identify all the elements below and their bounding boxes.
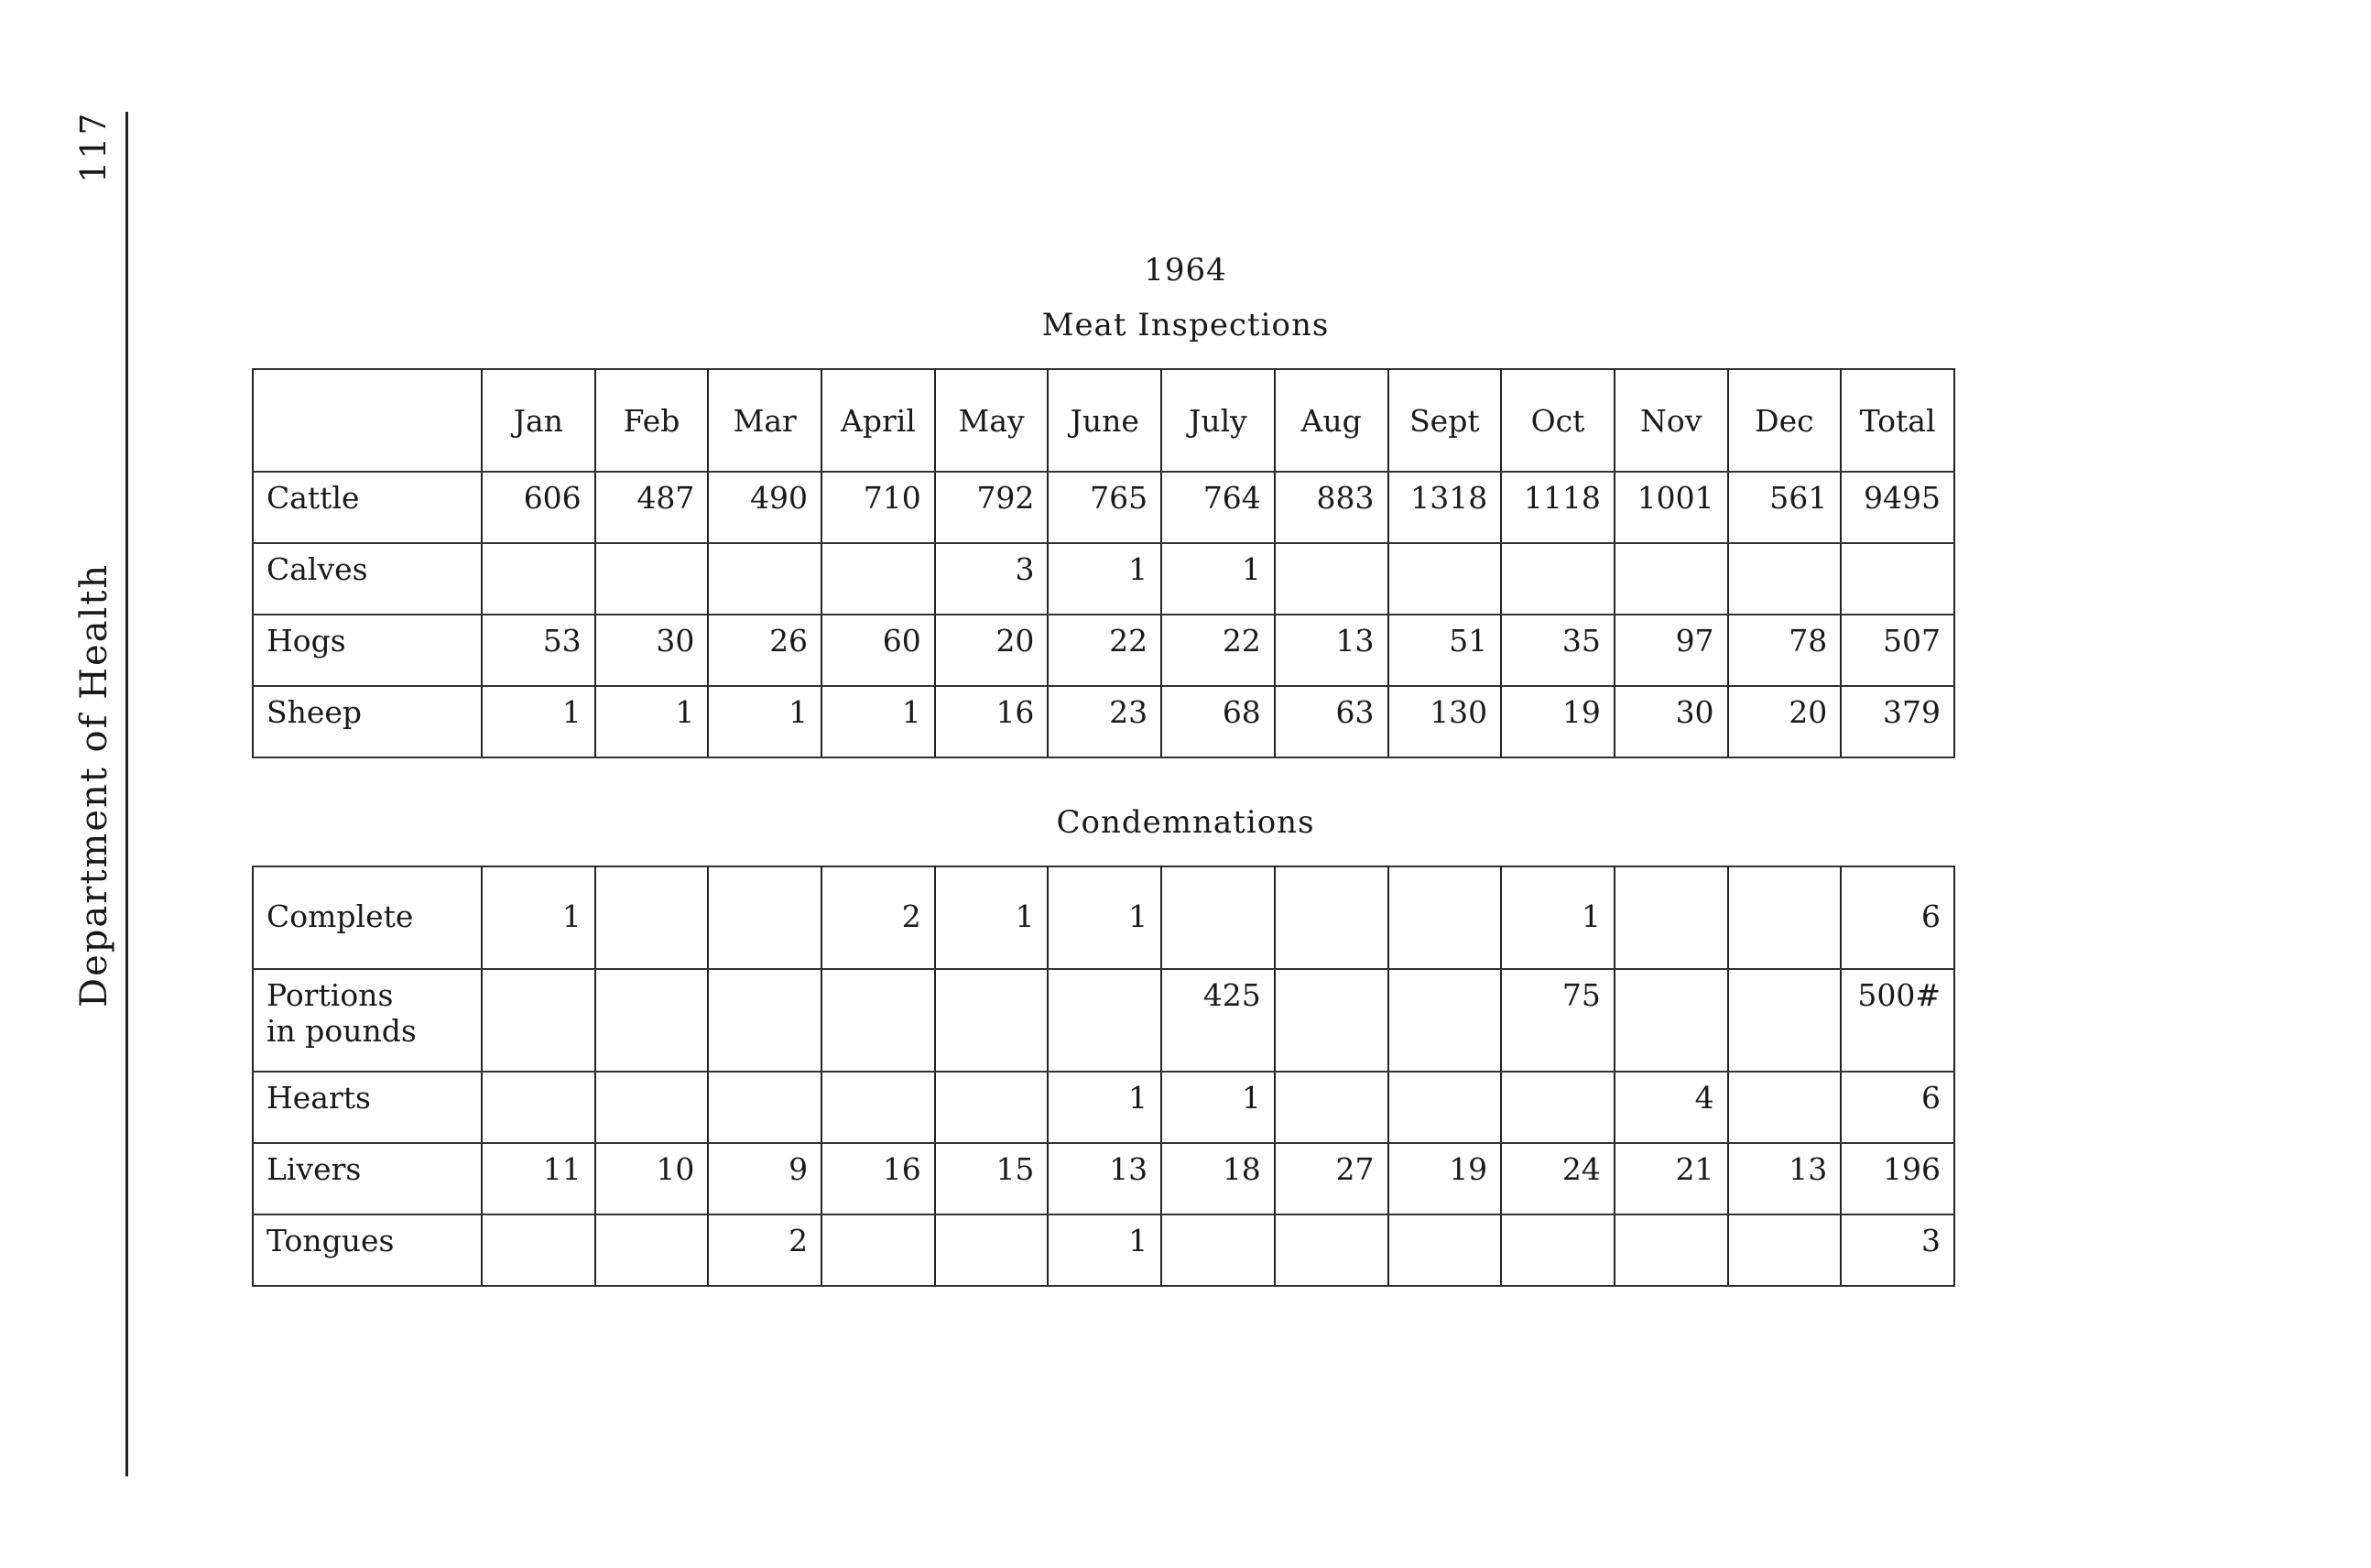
table-cell: 10: [595, 1143, 709, 1214]
row-label: Portions in pounds: [253, 969, 482, 1072]
table-cell: 6: [1841, 866, 1954, 969]
column-header: Total: [1841, 369, 1954, 472]
table-cell: [1275, 1072, 1388, 1143]
table-cell: 487: [595, 472, 709, 543]
row-label: Hearts: [253, 1072, 482, 1143]
table-cell: [1275, 969, 1388, 1072]
table-cell: 3: [1841, 1214, 1954, 1286]
table-cell: 9: [708, 1143, 821, 1214]
table-cell: 765: [1048, 472, 1161, 543]
table-cell: [1615, 1214, 1728, 1286]
table-cell: [595, 543, 709, 615]
table-cell: [1501, 543, 1615, 615]
table-row: [253, 866, 1954, 969]
table-cell: [1728, 866, 1842, 969]
table-cell: 1118: [1501, 472, 1615, 543]
table-cell: 606: [482, 472, 595, 543]
table-cell: 1: [482, 866, 595, 969]
table-cell: 2: [708, 1214, 821, 1286]
department-heading: Department of Health: [73, 562, 115, 1007]
table-row: [253, 1143, 1954, 1214]
table-cell: 75: [1501, 969, 1615, 1072]
table-row: [253, 543, 1954, 615]
column-header: Nov: [1615, 369, 1728, 472]
table-cell: 1: [1161, 543, 1275, 615]
table-cell: [1388, 969, 1502, 1072]
column-header: June: [1048, 369, 1161, 472]
table-cell: 13: [1048, 1143, 1161, 1214]
column-header: July: [1161, 369, 1275, 472]
table-cell: 1: [708, 686, 821, 757]
table-cell: 507: [1841, 615, 1954, 686]
table-cell: 19: [1501, 686, 1615, 757]
column-header: Dec: [1728, 369, 1842, 472]
table-cell: 30: [1615, 686, 1728, 757]
table-cell: [1048, 969, 1161, 1072]
table-cell: 60: [821, 615, 935, 686]
table-cell: 1: [1048, 1072, 1161, 1143]
table-row: [253, 615, 1954, 686]
table-cell: 20: [935, 615, 1049, 686]
table-cell: 561: [1728, 472, 1842, 543]
table-cell: [1728, 1072, 1842, 1143]
table-cell: 130: [1388, 686, 1502, 757]
table-cell: 1318: [1388, 472, 1502, 543]
table-row: [253, 969, 1954, 1072]
table-cell: 11: [482, 1143, 595, 1214]
table-cell: 23: [1048, 686, 1161, 757]
table-cell: 68: [1161, 686, 1275, 757]
table-cell: 1: [1048, 866, 1161, 969]
table-cell: 2: [821, 866, 935, 969]
table-cell: [935, 1214, 1049, 1286]
table-cell: [482, 1214, 595, 1286]
table-cell: [1388, 1072, 1502, 1143]
condemnations-title: Condemnations: [1056, 804, 1315, 841]
header-blank-cell: [253, 369, 482, 472]
table-cell: 792: [935, 472, 1049, 543]
table-cell: [482, 1072, 595, 1143]
column-header: May: [935, 369, 1049, 472]
table-cell: [1275, 1214, 1388, 1286]
table-cell: 27: [1275, 1143, 1388, 1214]
table-cell: [1728, 969, 1842, 1072]
table-cell: [821, 969, 935, 1072]
table-cell: 13: [1728, 1143, 1842, 1214]
table-row: [253, 1072, 1954, 1143]
table-cell: 6: [1841, 1072, 1954, 1143]
table-cell: 1: [1048, 543, 1161, 615]
table-cell: [1161, 866, 1275, 969]
table-cell: 30: [595, 615, 709, 686]
table-cell: 1: [1161, 1072, 1275, 1143]
table-cell: 26: [708, 615, 821, 686]
table-cell: [1275, 543, 1388, 615]
table-cell: 4: [1615, 1072, 1728, 1143]
table-cell: 1: [1048, 1214, 1161, 1286]
table-cell: 15: [935, 1143, 1049, 1214]
table-cell: 379: [1841, 686, 1954, 757]
row-label: Cattle: [253, 472, 482, 543]
table-cell: 1: [821, 686, 935, 757]
table-cell: [1501, 1072, 1615, 1143]
table-cell: [821, 1214, 935, 1286]
table-cell: [821, 543, 935, 615]
table-cell: [595, 969, 709, 1072]
table-cell: [1615, 866, 1728, 969]
table-cell: 63: [1275, 686, 1388, 757]
report-year: 1964: [1144, 252, 1227, 289]
table-cell: 1001: [1615, 472, 1728, 543]
table-cell: 18: [1161, 1143, 1275, 1214]
inspections-title: Meat Inspections: [1041, 307, 1330, 343]
row-label: Hogs: [253, 615, 482, 686]
table-cell: 490: [708, 472, 821, 543]
table-cell: 53: [482, 615, 595, 686]
column-header: Jan: [482, 369, 595, 472]
table-cell: 51: [1388, 615, 1502, 686]
table-cell: [1275, 866, 1388, 969]
table-row: [253, 1214, 1954, 1286]
table-cell: [935, 969, 1049, 1072]
table-cell: 22: [1161, 615, 1275, 686]
table-cell: [708, 866, 821, 969]
condemnations-table: [252, 866, 1955, 1287]
row-label: Calves: [253, 543, 482, 615]
table-cell: [1388, 543, 1502, 615]
table-cell: 22: [1048, 615, 1161, 686]
column-header: Oct: [1501, 369, 1615, 472]
row-label: Livers: [253, 1143, 482, 1214]
table-cell: 764: [1161, 472, 1275, 543]
table-cell: [595, 1072, 709, 1143]
table-cell: [1615, 969, 1728, 1072]
table-cell: 21: [1615, 1143, 1728, 1214]
table-cell: 97: [1615, 615, 1728, 686]
row-label: Sheep: [253, 686, 482, 757]
table-cell: 710: [821, 472, 935, 543]
table-cell: 13: [1275, 615, 1388, 686]
row-label: Tongues: [253, 1214, 482, 1286]
column-header: Aug: [1275, 369, 1388, 472]
table-cell: [595, 1214, 709, 1286]
table-cell: [482, 543, 595, 615]
table-cell: [1615, 543, 1728, 615]
column-header: April: [821, 369, 935, 472]
table-cell: 9495: [1841, 472, 1954, 543]
header-row: [253, 369, 1954, 472]
table-cell: 1: [1501, 866, 1615, 969]
table-cell: 1: [935, 866, 1049, 969]
table-cell: [708, 1072, 821, 1143]
table-cell: [1161, 1214, 1275, 1286]
page-number: 117: [73, 111, 114, 183]
table-cell: [1388, 1214, 1502, 1286]
table-cell: [595, 866, 709, 969]
meat-inspections-table: [252, 368, 1955, 758]
column-header: Sept: [1388, 369, 1502, 472]
table-cell: [708, 543, 821, 615]
table-cell: 1: [482, 686, 595, 757]
table-cell: [821, 1072, 935, 1143]
table-cell: 196: [1841, 1143, 1954, 1214]
table-cell: 3: [935, 543, 1049, 615]
table-cell: 425: [1161, 969, 1275, 1072]
table-cell: 24: [1501, 1143, 1615, 1214]
table-cell: 16: [935, 686, 1049, 757]
table-cell: [935, 1072, 1049, 1143]
table-cell: 20: [1728, 686, 1842, 757]
table-cell: [1501, 1214, 1615, 1286]
table-cell: [1728, 1214, 1842, 1286]
table-cell: [1841, 543, 1954, 615]
column-header: Mar: [708, 369, 821, 472]
table-cell: 1: [595, 686, 709, 757]
column-header: Feb: [595, 369, 709, 472]
table-row: [253, 686, 1954, 757]
table-row: [253, 472, 1954, 543]
table-cell: [1388, 866, 1502, 969]
table-cell: 883: [1275, 472, 1388, 543]
table-cell: 78: [1728, 615, 1842, 686]
table-cell: 19: [1388, 1143, 1502, 1214]
table-cell: [482, 969, 595, 1072]
table-cell: 35: [1501, 615, 1615, 686]
table-cell: [1728, 543, 1842, 615]
table-cell: 500#: [1841, 969, 1954, 1072]
table-cell: 16: [821, 1143, 935, 1214]
row-label: Complete: [253, 866, 482, 969]
table-cell: [708, 969, 821, 1072]
